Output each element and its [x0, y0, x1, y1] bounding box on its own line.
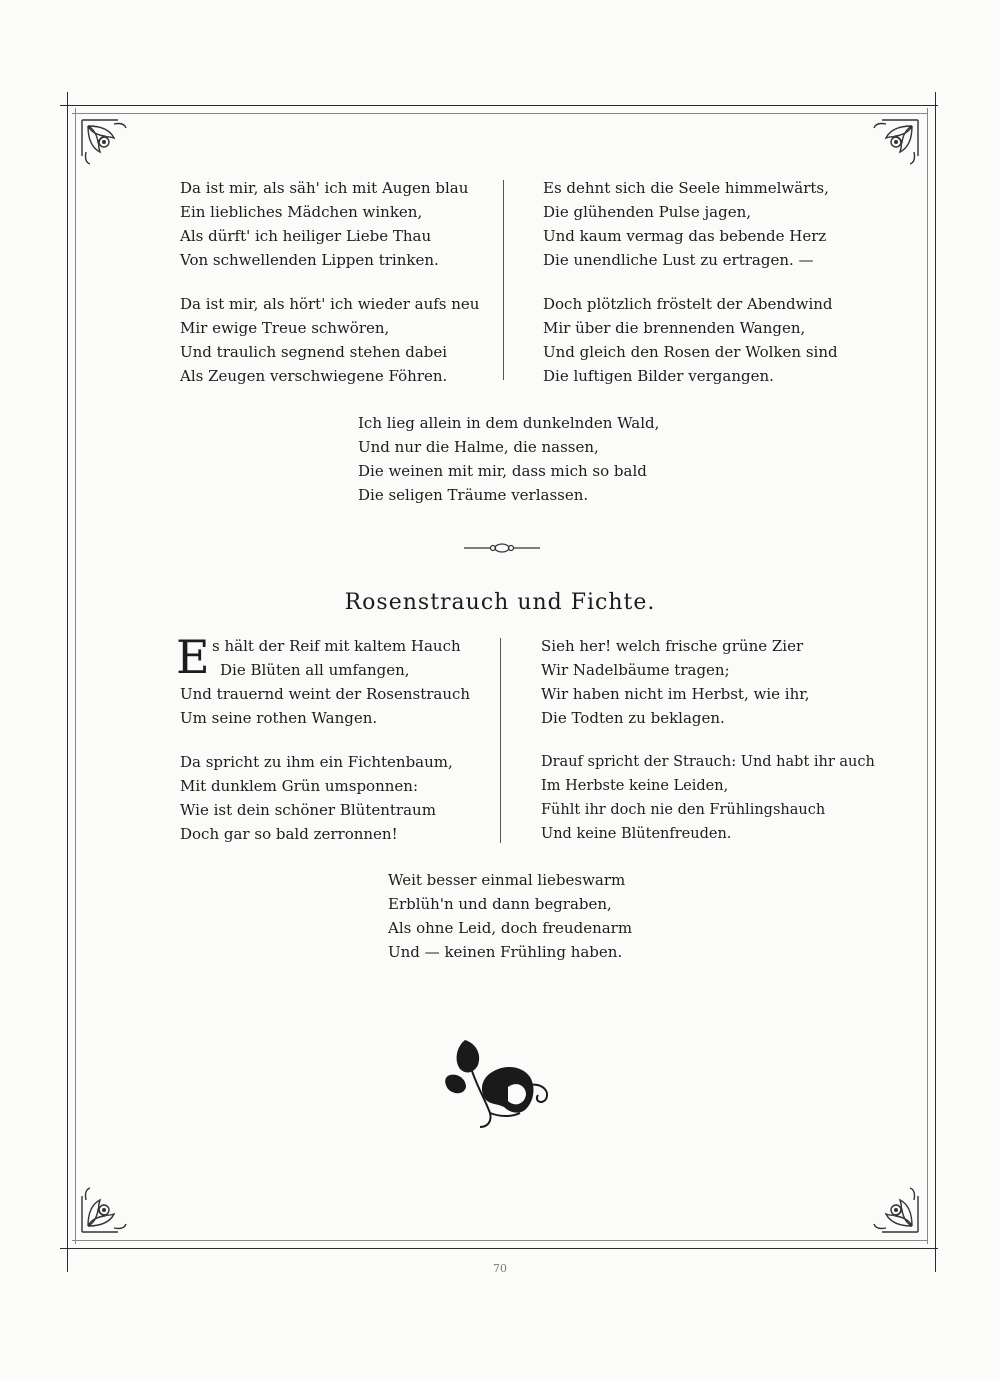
- verse-line: Als dürft' ich heiliger Liebe Thau: [180, 227, 432, 245]
- verse-line: Die weinen mit mir, dass mich so bald: [358, 462, 647, 480]
- frame-right: [935, 92, 936, 1272]
- verse-line: Als ohne Leid, doch freudenarm: [388, 919, 633, 937]
- poem-title: Rosenstrauch und Fichte.: [344, 590, 656, 615]
- column-divider: [503, 180, 504, 380]
- verse-line: Und nur die Halme, die nassen,: [358, 438, 599, 456]
- stanza: [541, 750, 875, 846]
- verse-line: Da ist mir, als säh' ich mit Augen blau: [180, 179, 469, 197]
- frame-left: [67, 92, 68, 1272]
- verse-line: Drauf spricht der Strauch: Und habt ihr auch: [541, 754, 875, 770]
- verse-line: Da spricht zu ihm ein Fichtenbaum,: [180, 753, 453, 771]
- verse-line: Und gleich den Rosen der Wolken sind: [543, 343, 838, 361]
- verse-line: Wie ist dein schöner Blütentraum: [180, 801, 436, 819]
- frame-bottom-inner: [72, 1240, 928, 1241]
- verse-line: Die glühenden Pulse jagen,: [543, 203, 752, 221]
- frame-bottom: [60, 1248, 938, 1249]
- drop-cap: E: [176, 630, 210, 684]
- verse-line: Und — keinen Frühling haben.: [388, 943, 623, 961]
- verse-line: Weit besser einmal liebeswarm: [388, 871, 626, 889]
- stanza: [180, 176, 468, 272]
- stanza: [358, 411, 659, 507]
- verse-line: Die Todten zu beklagen.: [541, 709, 725, 727]
- frame-right-inner: [927, 108, 928, 1244]
- stanza: [388, 868, 632, 964]
- stanza: [180, 634, 470, 730]
- verse-line: Als Zeugen verschwiegene Föhren.: [180, 367, 448, 385]
- verse-line: Und trauernd weint der Rosenstrauch: [180, 685, 471, 703]
- frame-left-inner: [75, 108, 76, 1244]
- verse-line: Ein liebliches Mädchen winken,: [180, 203, 423, 221]
- verse-line: Die luftigen Bilder vergangen.: [543, 367, 774, 385]
- verse-line: Da ist mir, als hört' ich wieder aufs neu: [180, 295, 480, 313]
- verse-line: Erblüh'n und dann begraben,: [388, 895, 612, 913]
- page-number: 70: [493, 1262, 507, 1275]
- verse-line: Wir haben nicht im Herbst, wie ihr,: [541, 685, 810, 703]
- stanza: [180, 292, 479, 388]
- verse-line: Von schwellenden Lippen trinken.: [180, 251, 439, 269]
- verse-line: Sieh her! welch frische grüne Zier: [541, 637, 804, 655]
- scroll-corner-icon: [858, 1172, 922, 1236]
- scroll-divider-icon: [462, 540, 542, 556]
- leaf-vignette-icon: [430, 1035, 560, 1130]
- scroll-corner-icon: [78, 1172, 142, 1236]
- verse-line: Fühlt ihr doch nie den Frühlingshauch: [541, 802, 826, 818]
- column-divider: [500, 638, 501, 843]
- verse-line: Mir über die brennenden Wangen,: [543, 319, 806, 337]
- verse-line: s hält der Reif mit kaltem Hauch: [212, 637, 461, 655]
- frame-top: [60, 105, 938, 106]
- stanza: [180, 750, 453, 846]
- verse-line: Doch plötzlich fröstelt der Abendwind: [543, 295, 833, 313]
- verse-line: Die unendliche Lust zu ertragen. —: [543, 251, 814, 269]
- verse-line: Wir Nadelbäume tragen;: [541, 661, 730, 679]
- verse-line: Und kaum vermag das bebende Herz: [543, 227, 827, 245]
- verse-line: Ich lieg allein in dem dunkelnden Wald,: [358, 414, 660, 432]
- scroll-corner-icon: [858, 116, 922, 180]
- verse-line: Die Blüten all umfangen,: [220, 661, 410, 679]
- verse-line: Und traulich segnend stehen dabei: [180, 343, 448, 361]
- verse-line: Die seligen Träume verlassen.: [358, 486, 589, 504]
- verse-line: Mir ewige Treue schwören,: [180, 319, 390, 337]
- stanza: [541, 634, 810, 730]
- verse-line: Um seine rothen Wangen.: [180, 709, 378, 727]
- frame-top-inner: [72, 113, 928, 114]
- verse-line: Und keine Blütenfreuden.: [541, 826, 732, 842]
- stanza: [543, 176, 829, 272]
- stanza: [543, 292, 838, 388]
- scroll-corner-icon: [78, 116, 142, 180]
- verse-line: Im Herbste keine Leiden,: [541, 778, 729, 794]
- verse-line: Mit dunklem Grün umsponnen:: [180, 777, 419, 795]
- verse-line: Doch gar so bald zerronnen!: [180, 825, 398, 843]
- verse-line: Es dehnt sich die Seele himmelwärts,: [543, 179, 829, 197]
